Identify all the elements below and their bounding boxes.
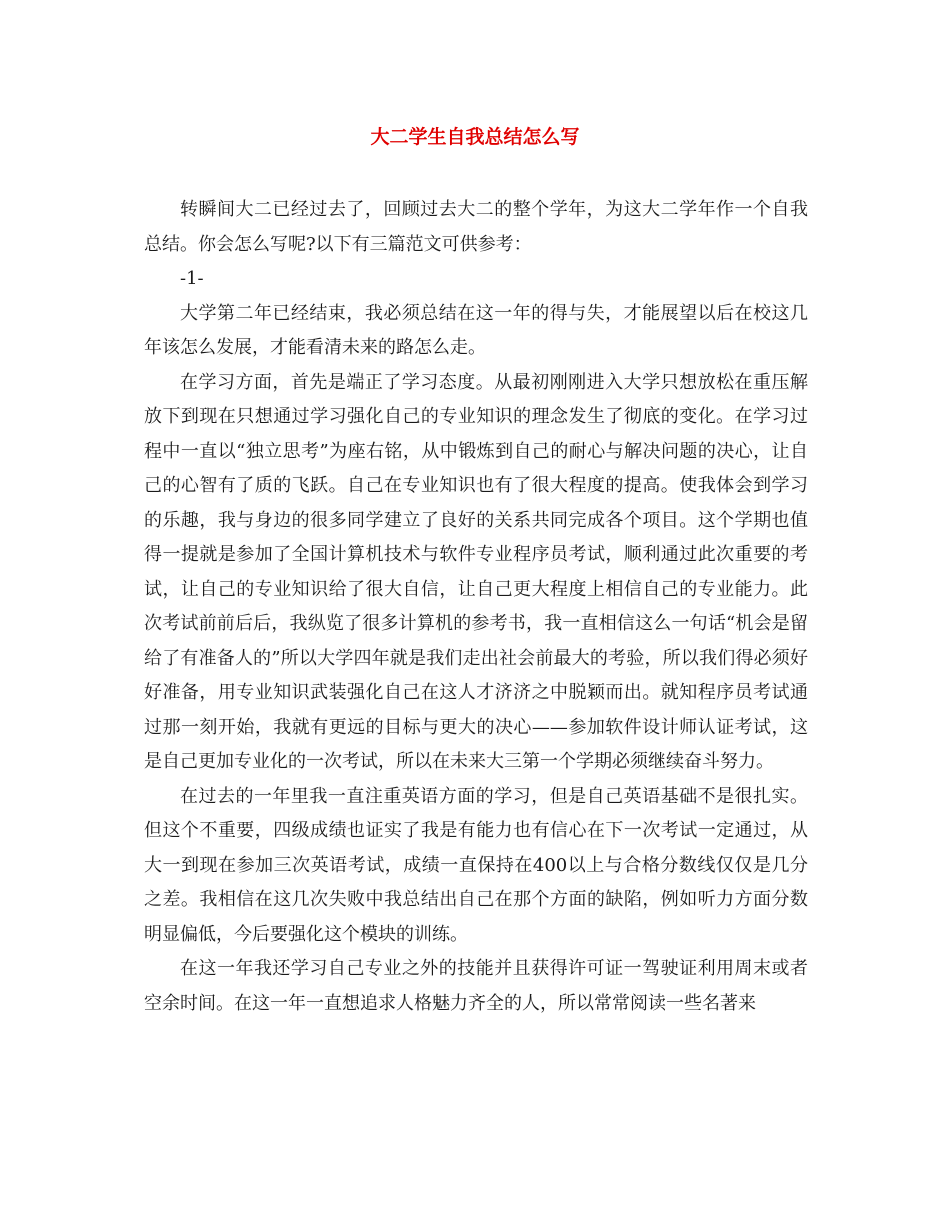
paragraph-english: 在过去的一年里我一直注重英语方面的学习，但是自己英语基础不是很扎实。但这个不重要，四级成绩也证实了我是有能力也有信心在下一次考试一定通过，从大一到现在参加三次英语考试，成绩一直保持在400以上与合格分数线仅仅是几分之差。我相信在这几次失败中我总结出自己在那个方面的缺陷，例如听力方面分数明显偏低，今后要强化这个模块的训练。 [144,785,808,945]
section-marker: -1- [180,268,204,289]
paragraph-study: 在学习方面，首先是端正了学习态度。从最初刚刚进入大学只想放松在重压解放下到现在只想通过学习强化自己的专业知识的理念发生了彻底的变化。在学习过程中一直以“独立思考”为座右铭，从中锻炼到自己的耐心与解决问题的决心，让自己的心智有了质的飞跃。自己在专业知识也有了很大程度的提高。使我体会到学习的乐趣，我与身边的很多同学建立了良好的关系共同完成各个项目。这个学期也值得一提就是参加了全国计算机技术与软件专业程序员考试，顺利通过此次重要的考试，让自己的专业知识给了很大自信，让自己更大程度上相信自己的专业能力。此次考试前前后后，我纵览了很多计算机的参考书，我一直相信这么一句话“机会是留给了有准备人的”所以大学四年就是我们走出社会前最大的考验，所以我们得必须好好准备，用专业知识武装强化自己在这人才济济之中脱颖而出。就知程序员考试通过那一刻开始，我就有更远的目标与更大的决心——参加软件设计师认证考试，这是自己更加专业化的一次考试，所以在未来大三第一个学期必须继续奋斗努力。 [144,371,808,772]
paragraph-intro: 转瞬间大二已经过去了，回顾过去大二的整个学年，为这大二学年作一个自我总结。你会怎么写呢?以下有三篇范文可供参考： [144,199,808,255]
document-body [144,193,808,1021]
paragraph-skills: 在这一年我还学习自己专业之外的技能并且获得许可证一驾驶证利用周末或者空余时间。在这一年一直想追求人格魅力齐全的人，所以常常阅读一些名著来 [144,958,808,1014]
paragraph-opening: 大学第二年已经结束，我必须总结在这一年的得与失，才能展望以后在校这几年该怎么发展，才能看清未来的路怎么走。 [144,302,808,358]
document-title: 大二学生自我总结怎么写 [370,126,580,148]
